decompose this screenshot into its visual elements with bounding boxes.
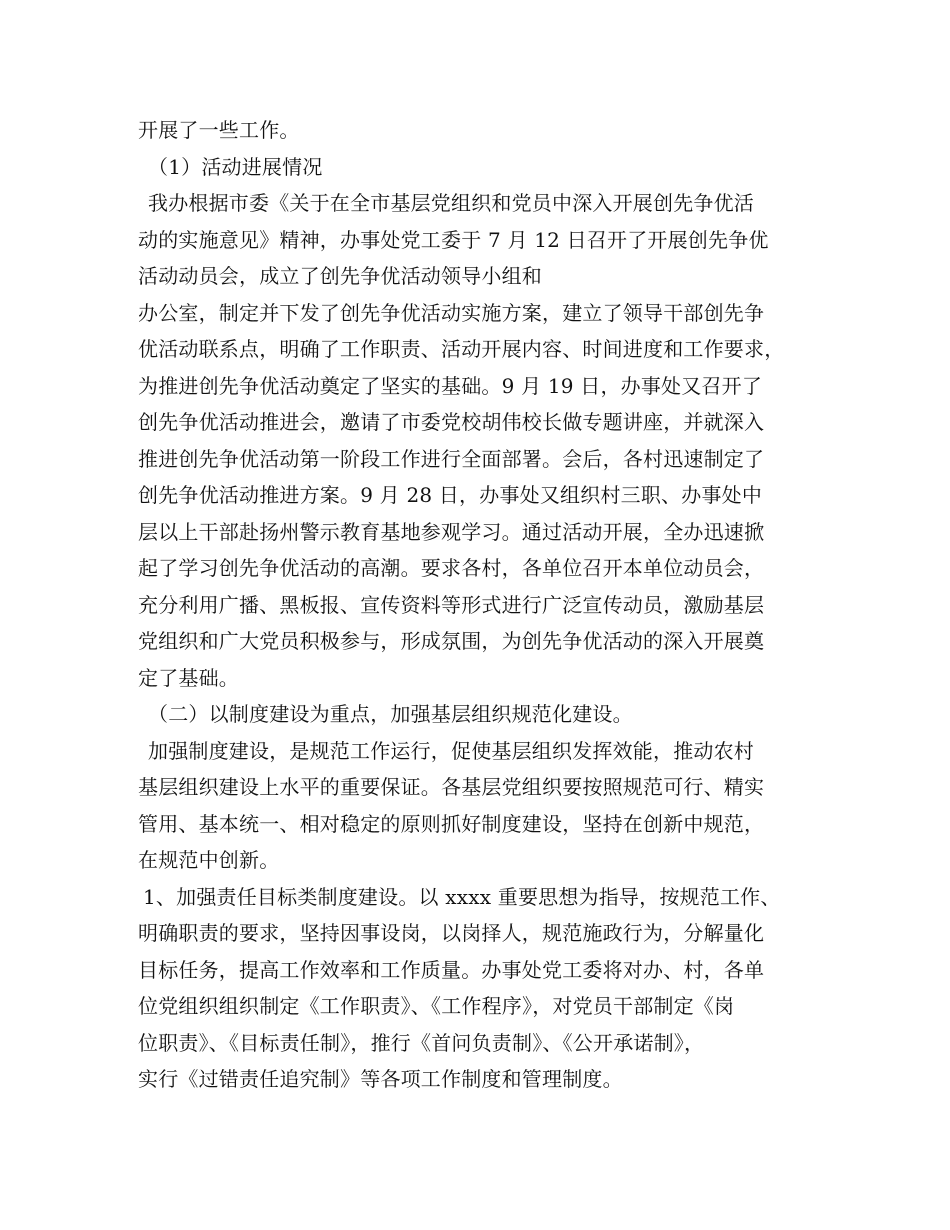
numbered-item: 1、加强责任目标类制度建设。以 xxxx 重要思想为指导，按规范工作、 xyxy=(143,884,781,909)
text-line: 开展了一些工作。 xyxy=(138,118,300,142)
text-line: 优活动联系点，明确了工作职责、活动开展内容、时间进度和工作要求， xyxy=(138,337,785,361)
text-line: 办公室，制定并下发了创先争优活动实施方案，建立了领导干部创先争 xyxy=(138,300,765,325)
text-line: 基层组织建设上水平的重要保证。各基层党组织要按照规范可行、精实 xyxy=(138,775,765,799)
section-heading: （1）活动进展情况 xyxy=(148,154,323,179)
text-line: 为推进创先争优活动奠定了坚实的基础。9 月 19 日，办事处又召开了 xyxy=(138,373,763,398)
text-line: 动的实施意见》精神，办事处党工委于 7 月 12 日召开了开展创先争优 xyxy=(138,227,769,252)
body-text xyxy=(138,112,838,1098)
text-line: 推进创先争优活动第一阶段工作进行全面部署。会后，各村迅速制定了 xyxy=(138,446,765,471)
text-line: 位党组织组织制定《工作职责》、《工作程序》，对党员干部制定《岗 xyxy=(138,994,735,1018)
text-line: 起了学习创先争优活动的高潮。要求各村，各单位召开本单位动员会， xyxy=(138,556,765,580)
text-line: 充分利用广播、黑板报、宣传资料等形式进行广泛宣传动员，激励基层 xyxy=(138,592,765,617)
text-line: 位职责》、《目标责任制》，推行《首问负责制》、《公开承诺制》， xyxy=(138,1030,705,1055)
text-line: 加强制度建设，是规范工作运行，促使基层组织发挥效能，推动农村 xyxy=(148,738,754,763)
text-line: 活动动员会，成立了创先争优活动领导小组和 xyxy=(138,264,542,288)
text-line: 层以上干部赴扬州警示教育基地参观学习。通过活动开展，全办迅速掀 xyxy=(138,519,765,544)
text-line: 目标任务，提高工作效率和工作质量。办事处党工委将对办、村，各单 xyxy=(138,957,765,982)
text-line: 在规范中创新。 xyxy=(138,848,280,872)
text-line: 明确职责的要求，坚持因事设岗，以岗择人，规范施政行为，分解量化 xyxy=(138,921,765,945)
text-line: 创先争优活动推进会，邀请了市委党校胡伟校长做专题讲座，并就深入 xyxy=(138,410,765,434)
section-heading: （二）以制度建设为重点，加强基层组织规范化建设。 xyxy=(148,702,633,726)
text-line: 定了基础。 xyxy=(138,665,239,690)
text-line: 党组织和广大党员积极参与，形成氛围，为创先争优活动的深入开展奠 xyxy=(138,629,765,653)
text-line: 实行《过错责任追究制》等各项工作制度和管理制度。 xyxy=(138,1067,623,1091)
text-line: 管用、基本统一、相对稳定的原则抓好制度建设，坚持在创新中规范， xyxy=(138,811,765,836)
text-line: 创先争优活动推进方案。9 月 28 日，办事处又组织村三职、办事处中 xyxy=(138,483,763,507)
text-line: 我办根据市委《关于在全市基层党组织和党员中深入开展创先争优活 xyxy=(148,191,754,215)
